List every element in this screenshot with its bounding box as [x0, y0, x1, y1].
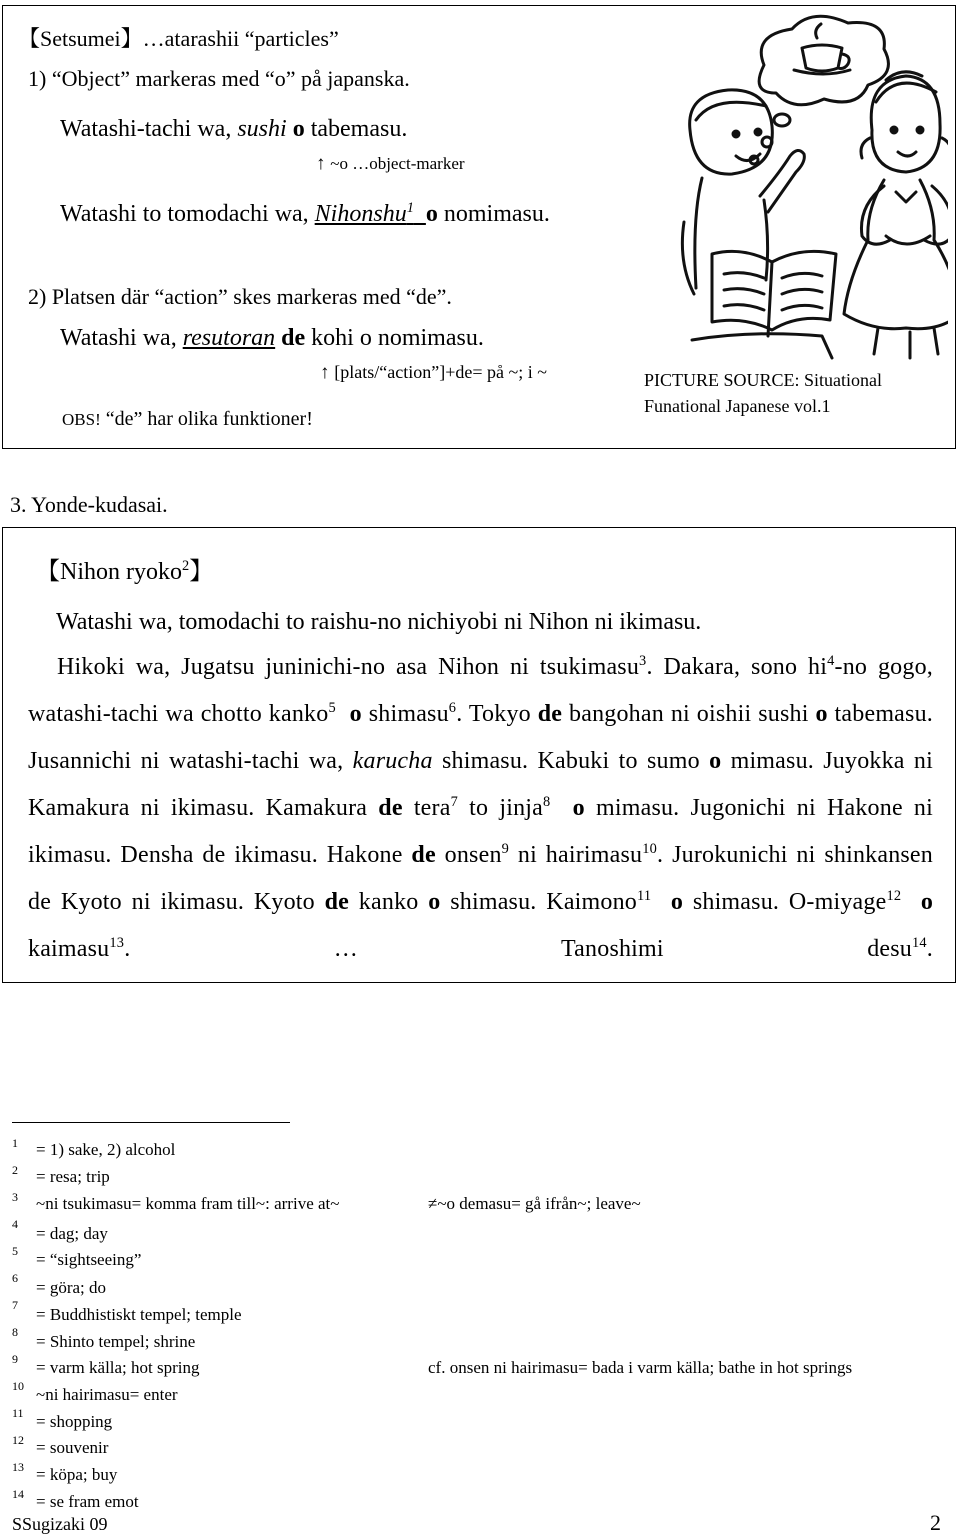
footnote-number: 10 [12, 1379, 24, 1393]
footnote-text: = Buddhistiskt tempel; temple [36, 1305, 242, 1324]
ex1-object: sushi [237, 116, 287, 142]
example-sentence-2 [60, 201, 550, 228]
footnote-ref-4: 4 [827, 653, 835, 669]
footnote-text: = Shinto tempel; shrine [36, 1332, 196, 1351]
footnote-number: 12 [12, 1433, 24, 1447]
footnote-number: 4 [12, 1217, 18, 1231]
particle-o: o [920, 889, 934, 915]
setsumei-title-bracket: 【Setsumei】 [18, 26, 143, 51]
footnote-ref-13: 13 [109, 935, 125, 951]
reading-title-open-bracket: 【 [36, 559, 60, 585]
particle-de: de [324, 889, 350, 915]
footnote-ref-14: 14 [912, 935, 927, 951]
footnote-number: 8 [12, 1325, 18, 1339]
ex2-object [315, 201, 426, 227]
object-marker-note [316, 153, 465, 175]
footnote-text: = varm källa; hot spring [36, 1358, 200, 1377]
footnote-ref-9: 9 [501, 841, 510, 857]
footnote-text: = shopping [36, 1412, 113, 1431]
reading-text: shimasu. O-miyage [683, 889, 887, 915]
particle-o: o [815, 701, 828, 727]
reading-text: shimasu. Kaimono [440, 889, 638, 915]
ex1-particle: o [292, 116, 305, 142]
reading-text: onsen [435, 842, 502, 868]
reading-title-close-bracket: 】 [189, 559, 214, 585]
obs-note [62, 408, 313, 431]
particle-de: de [378, 795, 403, 821]
setsumei-title [18, 22, 339, 53]
ex1-subject: Watashi-tachi wa, [60, 116, 238, 142]
footnote-text: = göra; do [36, 1278, 107, 1297]
picture-source-line-1: PICTURE SOURCE: Situational [644, 370, 883, 390]
footnote-number: 2 [12, 1163, 18, 1177]
footnote-extra: ≠~o demasu= gå ifrån~; leave~ [428, 1194, 641, 1213]
particle-o: o [572, 795, 585, 821]
footnote-text: = dag; day [36, 1224, 108, 1243]
object-marker-label: ~o …object-marker [330, 154, 465, 173]
reading-text: kanko [349, 889, 429, 915]
footnote-text: ~ni tsukimasu= komma fram till~: arrive at~ [36, 1194, 340, 1213]
footnote-text: = resa; trip [36, 1167, 110, 1186]
footnote-ref-7: 7 [450, 794, 458, 810]
picture-source-line-2: Funational Japanese vol.1 [644, 396, 831, 416]
footnote-number: 1 [12, 1136, 18, 1150]
explanation-item-2: 2) Platsen där “action” skes markeras med “de”. [28, 284, 452, 309]
reading-line-1: Watashi wa, tomodachi to raishu-no nichiyobi ni Nihon ni ikimasu. [56, 609, 702, 635]
footnote-number: 13 [12, 1460, 24, 1474]
footnote-ref-3: 3 [639, 653, 647, 669]
footer-author: SSugizaki 09 [12, 1514, 108, 1534]
reading-text: . [926, 936, 933, 962]
footnote-ref-2: 2 [182, 558, 190, 574]
footnote-ref-8: 8 [542, 794, 551, 810]
footnote-text: = souvenir [36, 1438, 109, 1457]
footnote-ref-11: 11 [637, 888, 652, 904]
particle-de: de [411, 842, 436, 868]
footnote-number: 5 [12, 1244, 18, 1258]
reading-text: . Tokyo [456, 701, 538, 727]
up-arrow-icon: ↑ [316, 153, 326, 174]
reading-text: kaimasu [28, 936, 110, 962]
setsumei-title-text: …atarashii “particles” [142, 26, 339, 51]
reading-text: . Jurokunichi ni shinkansen de Kyoto ni ikimasu. Kyoto [28, 842, 933, 915]
ex2-subject: Watashi to tomodachi wa, [60, 201, 315, 227]
reading-paragraph [28, 644, 933, 973]
ex1-verb: tabemasu. [304, 116, 408, 142]
explanation-item-1: 1) “Object” markeras med “o” på japanska. [28, 66, 410, 91]
footnote-number: 14 [12, 1487, 24, 1501]
ex3-rest: kohi o nomimasu. [305, 325, 484, 351]
page-number: 2 [930, 1510, 941, 1535]
reading-title-text: Nihon ryoko [60, 559, 182, 585]
footnote-text: = se fram emot [36, 1492, 139, 1511]
reading-text: Hikoki wa, Jugatsu juninichi-no asa Nihon ni tsukimasu [57, 654, 640, 680]
ex2-verb: nomimasu. [437, 201, 550, 227]
ex3-place: resutoran [182, 325, 276, 351]
example-sentence-3 [60, 325, 484, 352]
footnote-text: ~ni hairimasu= enter [36, 1385, 178, 1404]
footnote-number: 3 [12, 1190, 18, 1204]
ex3-subject: Watashi wa, [60, 325, 183, 351]
illustration-students-image [672, 10, 948, 366]
reading-title [36, 551, 213, 586]
ex3-particle: de [281, 325, 306, 351]
footnote-ref-12: 12 [886, 888, 902, 904]
footnote-number: 7 [12, 1298, 18, 1312]
reading-text: bangohan ni oishii sushi [562, 701, 816, 727]
footnote-text: = 1) sake, 2) alcohol [36, 1140, 176, 1159]
reading-italic-word: karucha [352, 748, 433, 774]
obs-text: “de” har olika funktioner! [100, 408, 313, 430]
reading-text: mimasu. Juyokka ni Kamakura ni ikimasu. Kamakura [28, 748, 933, 821]
reading-text: shimasu [361, 701, 449, 727]
footnote-number: 6 [12, 1271, 18, 1285]
place-marker-note [320, 362, 547, 384]
reading-text: ni hairimasu [509, 842, 643, 868]
particle-o: o [670, 889, 684, 915]
ex2-particle: o [425, 201, 438, 227]
ex2-object-text: Nihonshu [314, 201, 407, 227]
particle-o: o [428, 889, 441, 915]
particle-o: o [709, 748, 722, 774]
particle-o: o [349, 701, 362, 727]
footnote-ref-10: 10 [642, 841, 658, 857]
place-marker-label: [plats/“action”]+de= på ~; i ~ [334, 362, 547, 382]
reading-text: . Dakara, sono hi [646, 654, 828, 680]
reading-text: to jinja [458, 795, 543, 821]
reading-text: -no gogo, watashi-tachi wa chotto kanko [28, 654, 933, 727]
section-3-heading: 3. Yonde-kudasai. [10, 492, 168, 517]
footnote-number: 9 [12, 1352, 18, 1366]
footnote-ref-5: 5 [328, 700, 336, 716]
footnote-text: = köpa; buy [36, 1465, 118, 1484]
reading-text: shimasu. Kabuki to sumo [432, 748, 710, 774]
obs-label: OBS! [62, 410, 101, 429]
footnote-ref-1: 1 [406, 200, 414, 216]
reading-text: . … Tanoshimi desu [124, 936, 912, 962]
footnote-text: = “sightseeing” [36, 1250, 142, 1269]
footnote-ref-6: 6 [448, 700, 457, 716]
reading-text: tabemasu. Jusannichi ni watashi-tachi wa, [28, 701, 933, 774]
reading-text: tera [402, 795, 451, 821]
footnote-divider [12, 1122, 290, 1123]
example-sentence-1 [60, 116, 407, 143]
reading-text: mimasu. Jugonichi ni Hakone ni ikimasu. Densha de ikimasu. Hakone [28, 795, 934, 868]
particle-de: de [537, 701, 563, 727]
up-arrow-icon: ↑ [320, 362, 330, 383]
footnote-number: 11 [12, 1406, 24, 1420]
footnote-extra: cf. onsen ni hairimasu= bada i varm källa; bathe in hot springs [428, 1358, 853, 1377]
